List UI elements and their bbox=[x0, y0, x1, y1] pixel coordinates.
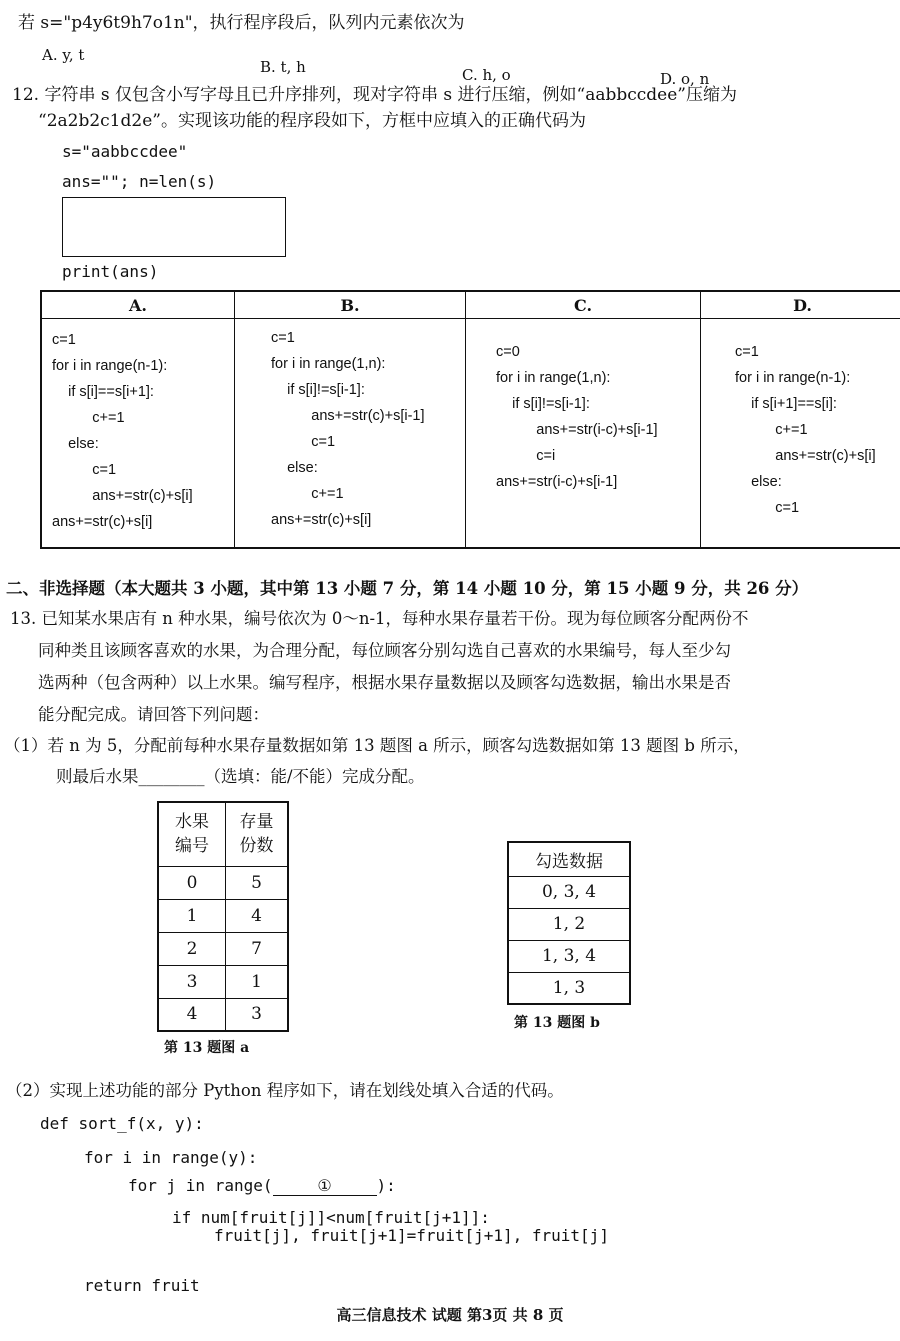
fruit-id-cell: 4 bbox=[158, 998, 226, 1031]
table-row bbox=[158, 965, 288, 998]
q12-options-table bbox=[40, 290, 900, 549]
q11-option-a: A. y, t bbox=[42, 46, 85, 64]
choice-cell: 1, 3 bbox=[508, 972, 630, 1004]
stock-cell: 7 bbox=[226, 932, 289, 965]
q12-header-c: C. bbox=[466, 291, 701, 319]
q12-option-d-cell bbox=[701, 319, 900, 549]
table-row bbox=[158, 899, 288, 932]
q12-header-a: A. bbox=[41, 291, 235, 319]
fruit-stock-table bbox=[157, 801, 289, 1032]
q12-option-b-cell bbox=[235, 319, 466, 549]
fruit-id-cell: 0 bbox=[158, 866, 226, 899]
table-b-caption: 第 13 题图 b bbox=[514, 1015, 600, 1031]
choice-cell: 1, 2 bbox=[508, 908, 630, 940]
q12-option-c-code: c=0 for i in range(1,n): if s[i]!=s[i-1]: ans+=str(i-c)+s[i-1] c=i ans+=str(i-c)+s[i-1] bbox=[496, 344, 658, 490]
code-for-j-text: for j in range( bbox=[128, 1176, 273, 1195]
table-row bbox=[158, 932, 288, 965]
section-2-title: 二、非选择题（本大题共 3 小题，其中第 13 小题 7 分，第 14 小题 10 分，第 15 小题 9 分，共 26 分） bbox=[6, 579, 809, 598]
stock-cell: 4 bbox=[226, 899, 289, 932]
fruit-id-cell: 1 bbox=[158, 899, 226, 932]
q12-option-d-code: c=1 for i in range(n-1): if s[i+1]==s[i]: c+=1 ans+=str(c)+s[i] else: c=1 bbox=[735, 344, 876, 516]
q11-option-c: C. h, o bbox=[462, 66, 511, 84]
fruit-id-cell: 3 bbox=[158, 965, 226, 998]
blank-1 bbox=[273, 1176, 377, 1196]
q11-option-d: D. o, n bbox=[660, 70, 710, 88]
q12-header-d: D. bbox=[701, 291, 900, 319]
q13-sub1-line1: （1）若 n 为 5，分配前每种水果存量数据如第 13 题图 a 所示，顾客勾选数据如第 13 题图 b 所示， bbox=[4, 736, 750, 755]
code-return-line: return fruit bbox=[84, 1276, 200, 1295]
blank-1-marker: ① bbox=[317, 1176, 332, 1195]
q12-header-b: B. bbox=[235, 291, 466, 319]
code-for-j-close: ): bbox=[376, 1176, 396, 1195]
page-footer: 高三信息技术 试题 第3页 共 8 页 bbox=[336, 1306, 564, 1324]
table-row bbox=[508, 972, 630, 1004]
table-row bbox=[158, 866, 288, 899]
choice-cell: 1, 3, 4 bbox=[508, 940, 630, 972]
stock-cell: 5 bbox=[226, 866, 289, 899]
q13-sub1-line2: 则最后水果________（选填：能/不能）完成分配。 bbox=[56, 767, 425, 786]
header-choices: 勾选数据 bbox=[508, 842, 630, 876]
table-row bbox=[508, 940, 630, 972]
q12-stem-line1: 12. 字符串 s 仅包含小写字母且已升序排列，现对字符串 s 进行压缩，例如“aabbccdee”压缩为 bbox=[12, 85, 737, 105]
stock-cell: 1 bbox=[226, 965, 289, 998]
table-row bbox=[508, 908, 630, 940]
q12-code-line1: s="aabbccdee" bbox=[62, 142, 188, 161]
q13-line2: 同种类且该顾客喜欢的水果，为合理分配，每位顾客分别勾选自己喜欢的水果编号，每人至少勾 bbox=[38, 641, 731, 660]
code-for-j-line bbox=[128, 1176, 396, 1196]
customer-choice-table bbox=[507, 841, 631, 1005]
code-def-line: def sort_f(x, y): bbox=[40, 1114, 204, 1133]
q13-sub2: （2）实现上述功能的部分 Python 程序如下，请在划线处填入合适的代码。 bbox=[6, 1081, 564, 1100]
q13-line3: 选两种（包含两种）以上水果。编写程序，根据水果存量数据以及顾客勾选数据，输出水果是否 bbox=[38, 673, 731, 692]
table-row bbox=[158, 998, 288, 1031]
table-row bbox=[508, 876, 630, 908]
code-for-i-line: for i in range(y): bbox=[84, 1148, 258, 1167]
choice-cell: 0, 3, 4 bbox=[508, 876, 630, 908]
q13-line4: 能分配完成。请回答下列问题： bbox=[38, 705, 269, 724]
q12-code-line3: print(ans) bbox=[62, 262, 159, 281]
q12-option-a-code: c=1 for i in range(n-1): if s[i]==s[i+1]: c+=1 else: c=1 ans+=str(c)+s[i] ans+=str(c)+s[i] bbox=[52, 332, 193, 530]
header-fruit-id: 水果 编号 bbox=[158, 802, 226, 866]
header-stock: 存量 份数 bbox=[226, 802, 289, 866]
q12-option-a-cell bbox=[41, 319, 235, 549]
code-if-line: if num[fruit[j]]<num[fruit[j+1]]: bbox=[172, 1208, 490, 1227]
q12-option-b-code: c=1 for i in range(1,n): if s[i]!=s[i-1]: ans+=str(c)+s[i-1] c=1 else: c+=1 ans+=str(c)+s[i] bbox=[271, 330, 425, 528]
q12-answer-box bbox=[62, 197, 286, 257]
q11-stem: 若 s="p4y6t9h7o1n"，执行程序段后，队列内元素依次为 bbox=[18, 13, 465, 33]
q13-line1: 13. 已知某水果店有 n 种水果，编号依次为 0～n-1，每种水果存量若干份。现为每位顾客分配两份不 bbox=[10, 609, 749, 628]
q11-option-b: B. t, h bbox=[260, 58, 306, 76]
q12-option-c-cell bbox=[466, 319, 701, 549]
stock-cell: 3 bbox=[226, 998, 289, 1031]
q12-stem-line2: “2a2b2c1d2e”。实现该功能的程序段如下，方框中应填入的正确代码为 bbox=[38, 111, 586, 131]
table-a-caption: 第 13 题图 a bbox=[164, 1040, 250, 1056]
q12-code-line2: ans=""; n=len(s) bbox=[62, 172, 217, 191]
fruit-id-cell: 2 bbox=[158, 932, 226, 965]
code-swap-line: fruit[j], fruit[j+1]=fruit[j+1], fruit[j] bbox=[214, 1226, 609, 1245]
